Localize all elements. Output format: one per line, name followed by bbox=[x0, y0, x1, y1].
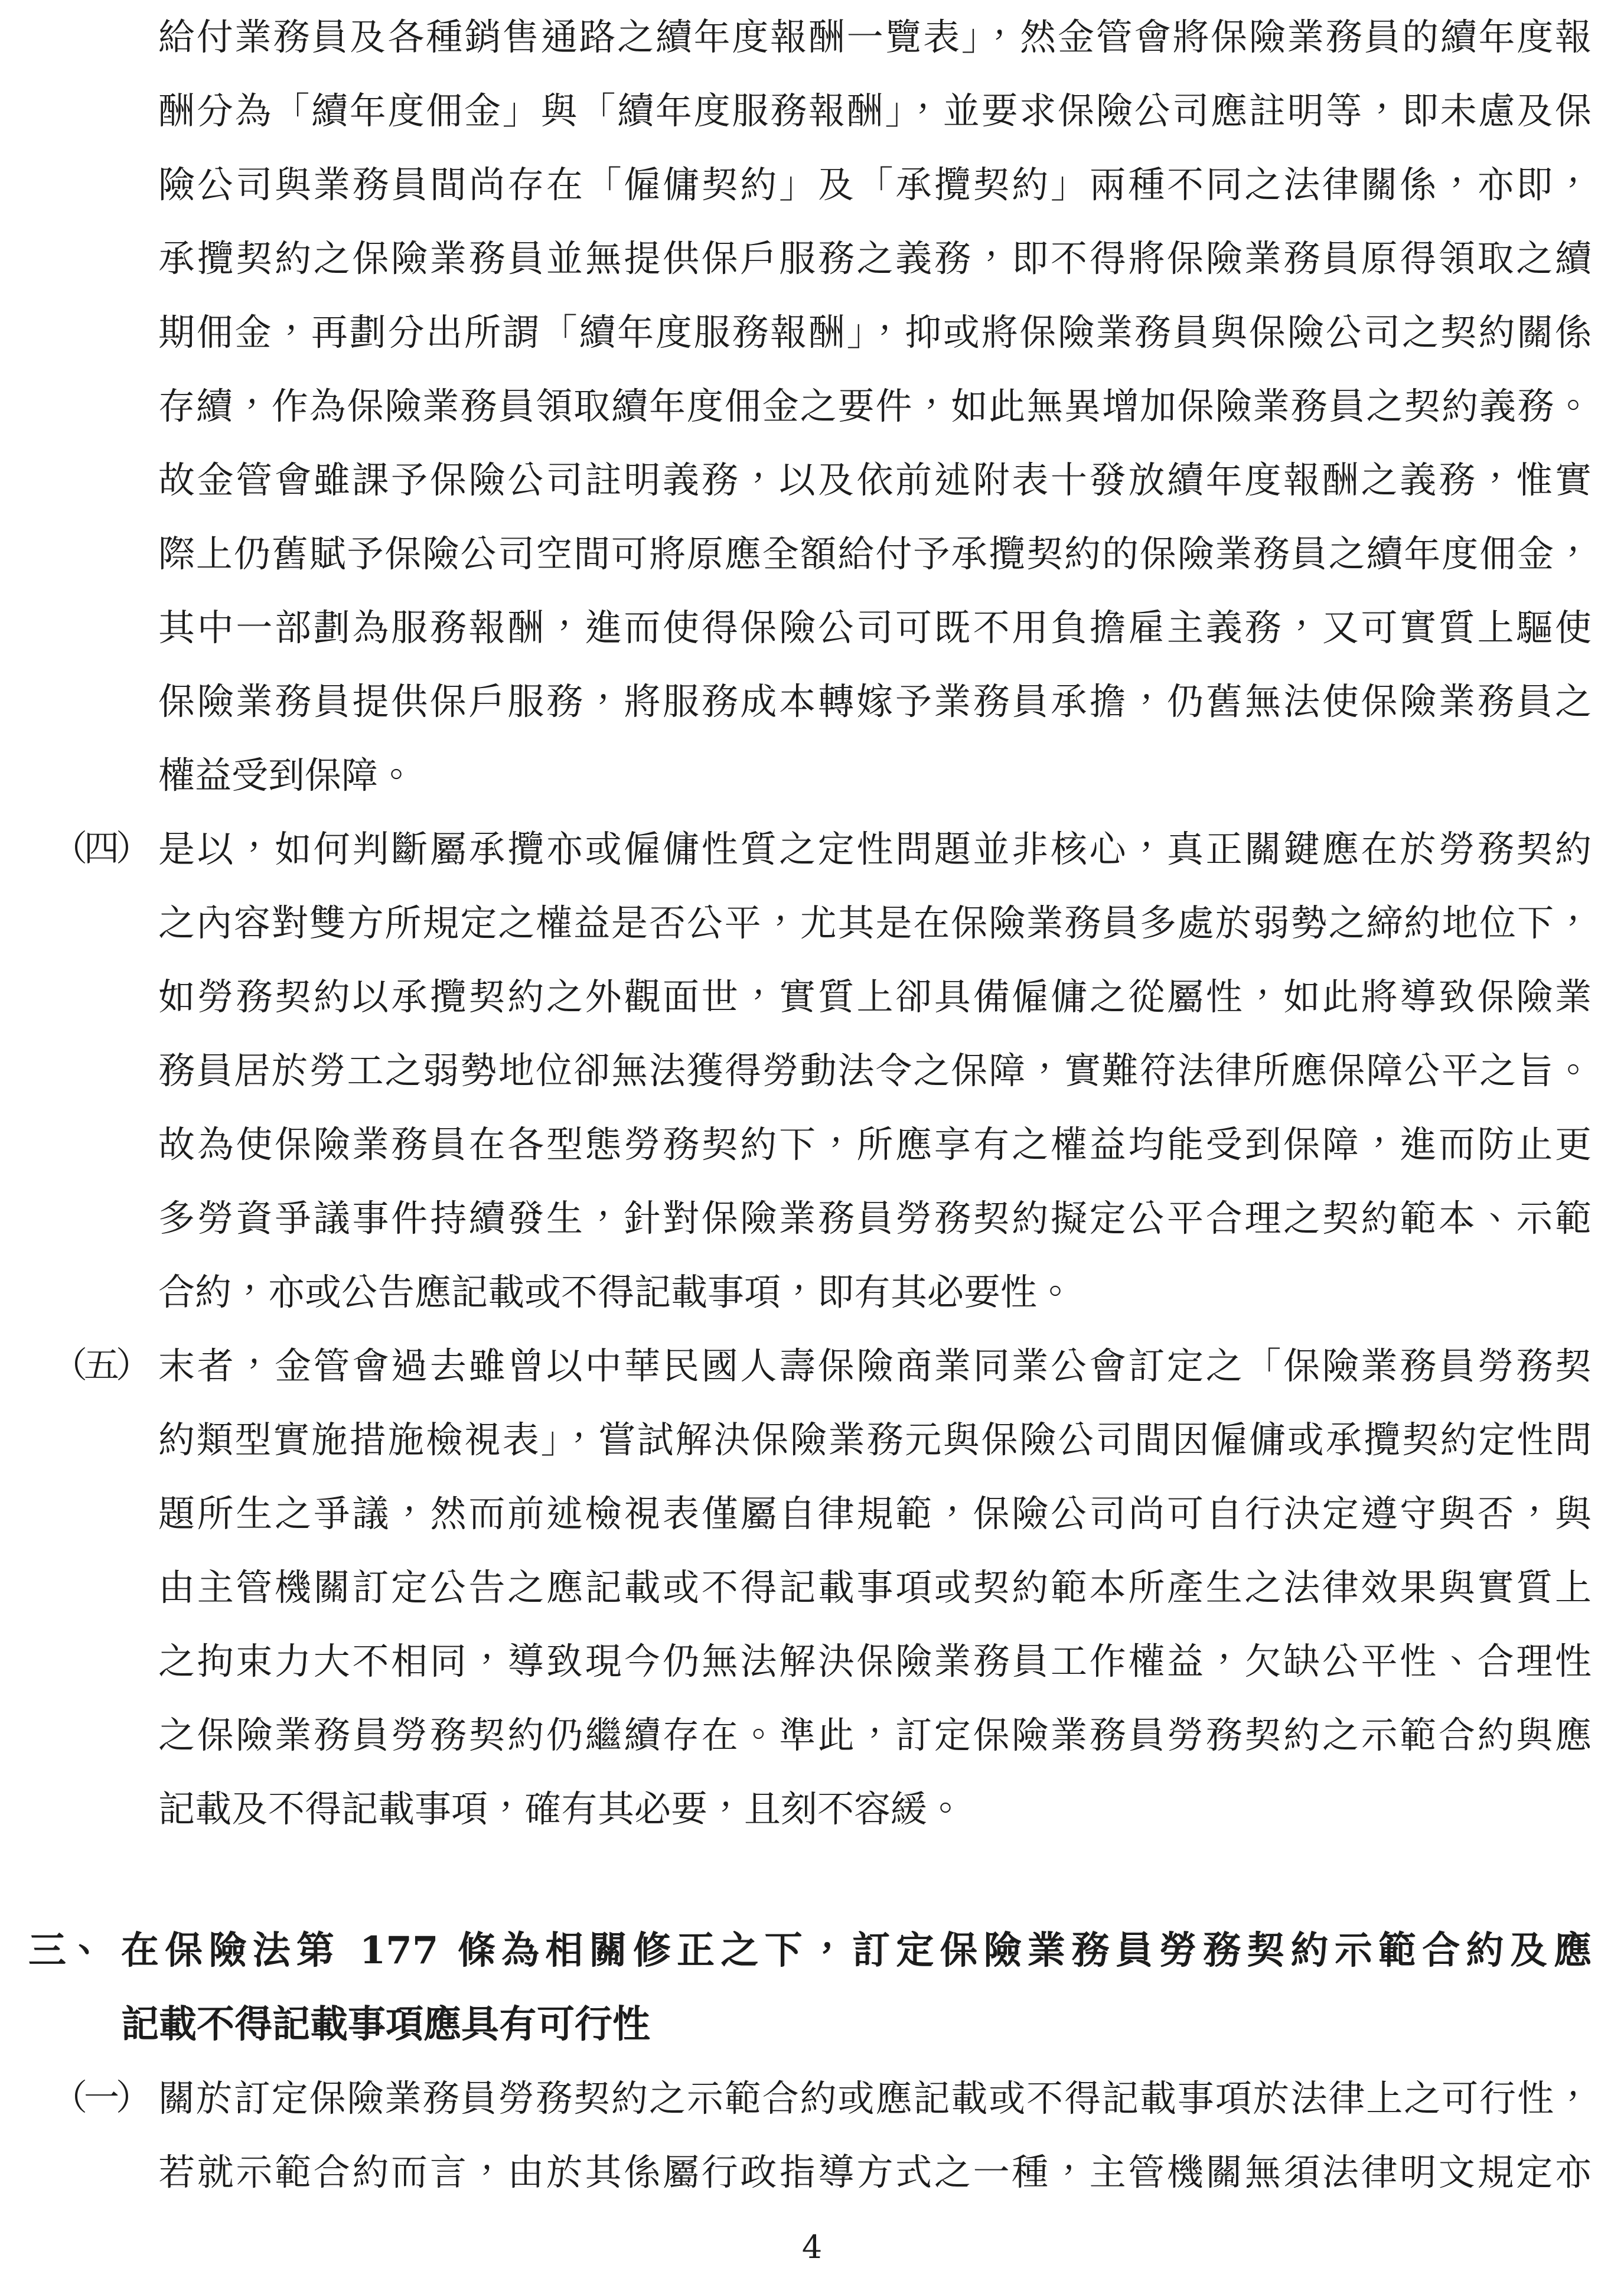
heading-line bbox=[0, 1914, 1624, 1987]
text-line: 其中一部劃為服務報酬，進而使得保險公司可既不用負擔雇主義務，又可實質上驅使 bbox=[158, 606, 1592, 649]
text-line: 如勞務契約以承攬契約之外觀面世，實質上卻具備僱傭之從屬性，如此將導致保險業 bbox=[158, 975, 1592, 1018]
text-line: 際上仍舊賦予保險公司空間可將原應全額給付予承攬契約的保險業務員之續年度佣金， bbox=[158, 532, 1592, 575]
text-line: 故金管會雖課予保險公司註明義務，以及依前述附表十發放續年度報酬之義務，惟實 bbox=[158, 458, 1592, 501]
text-line-content: 是以，如何判斷屬承攬亦或僱傭性質之定性問題並非核心，真正關鍵應在於勞務契約 bbox=[158, 827, 1592, 871]
text-line: 多勞資爭議事件持續發生，針對保險業務員勞務契約擬定公平合理之契約範本、示範 bbox=[158, 1197, 1592, 1240]
text-line: 之保險業務員勞務契約仍繼續存在。準此，訂定保險業務員勞務契約之示範合約與應 bbox=[158, 1713, 1592, 1757]
text-line: 承攬契約之保險業務員並無提供保戶服務之義務，即不得將保險業務員原得領取之續 bbox=[158, 237, 1592, 280]
text-line: 約類型實施措施檢視表」，嘗試解決保險業務元與保險公司間因僱傭或承攬契約定性問 bbox=[158, 1418, 1592, 1461]
text-line: 務員居於勞工之弱勢地位卻無法獲得勞動法令之保障，實難符法律所應保障公平之旨。 bbox=[158, 1049, 1592, 1092]
paragraph-item-one bbox=[0, 2061, 1624, 2209]
text-line: 之內容對雙方所規定之權益是否公平，尤其是在保險業務員多處於弱勢之締約地位下， bbox=[158, 901, 1592, 944]
text-line bbox=[0, 2061, 1624, 2135]
heading-line: 記載不得記載事項應具有可行性 bbox=[121, 2002, 650, 2047]
text-line: 若就示範合約而言，由於其係屬行政指導方式之一種，主管機關無須法律明文規定亦 bbox=[158, 2151, 1592, 2194]
text-line: 險公司與業務員間尚存在「僱傭契約」及「承攬契約」兩種不同之法律關係，亦即， bbox=[158, 163, 1592, 206]
text-line: 記載及不得記載事項，確有其必要，且刻不容緩。 bbox=[158, 1787, 964, 1830]
text-line: 保險業務員提供保戶服務，將服務成本轉嫁予業務員承擔，仍舊無法使保險業務員之 bbox=[158, 680, 1592, 723]
text-line: 由主管機關訂定公告之應記載或不得記載事項或契約範本所產生之法律效果與實質上 bbox=[158, 1566, 1592, 1609]
text-line-content: 關於訂定保險業務員勞務契約之示範合約或應記載或不得記載事項於法律上之可行性， bbox=[158, 2077, 1592, 2120]
text-line: 之拘束力大不相同，導致現今仍無法解決保險業務員工作權益，欠缺公平性、合理性 bbox=[158, 1640, 1592, 1683]
text-line: 題所生之爭議，然而前述檢視表僅屬自律規範，保險公司尚可自行決定遵守與否，與 bbox=[158, 1492, 1592, 1535]
text-line: 期佣金，再劃分出所謂「續年度服務報酬」，抑或將保險業務員與保險公司之契約關係 bbox=[158, 311, 1592, 354]
text-line: 故為使保險業務員在各型態勞務契約下，所應享有之權益均能受到保障，進而防止更 bbox=[158, 1123, 1592, 1166]
text-line: 給付業務員及各種銷售通路之續年度報酬一覽表」，然金管會將保險業務員的續年度報 bbox=[158, 15, 1592, 58]
heading-line-content: 在保險法第 177 條為相關修正之下，訂定保險業務員勞務契約示範合約及應 bbox=[121, 1928, 1592, 1973]
item-marker-one: （一） bbox=[52, 2077, 148, 2119]
heading-marker-three: 三、 bbox=[28, 1928, 104, 1973]
text-line: 合約，亦或公告應記載或不得記載事項，即有其必要性。 bbox=[158, 1270, 1074, 1314]
text-line: 存續，作為保險業務員領取續年度佣金之要件，如此無異增加保險業務員之契約義務。 bbox=[158, 385, 1592, 428]
item-marker-four: （四） bbox=[52, 828, 148, 869]
text-line bbox=[0, 812, 1624, 886]
section-heading-three bbox=[0, 1914, 1624, 2061]
page-number: 4 bbox=[801, 2228, 823, 2266]
paragraph-item-five bbox=[0, 1329, 1624, 1846]
text-line-content: 末者，金管會過去雖曾以中華民國人壽保險商業同業公會訂定之「保險業務員勞務契 bbox=[158, 1344, 1592, 1387]
text-line: 權益受到保障。 bbox=[158, 754, 415, 797]
paragraph-item-four bbox=[0, 812, 1624, 1329]
text-line: 酬分為「續年度佣金」與「續年度服務報酬」，並要求保險公司應註明等，即未慮及保 bbox=[158, 89, 1592, 132]
text-line bbox=[0, 1329, 1624, 1403]
item-marker-five: （五） bbox=[52, 1345, 148, 1386]
paragraph-continuation bbox=[0, 0, 1624, 812]
